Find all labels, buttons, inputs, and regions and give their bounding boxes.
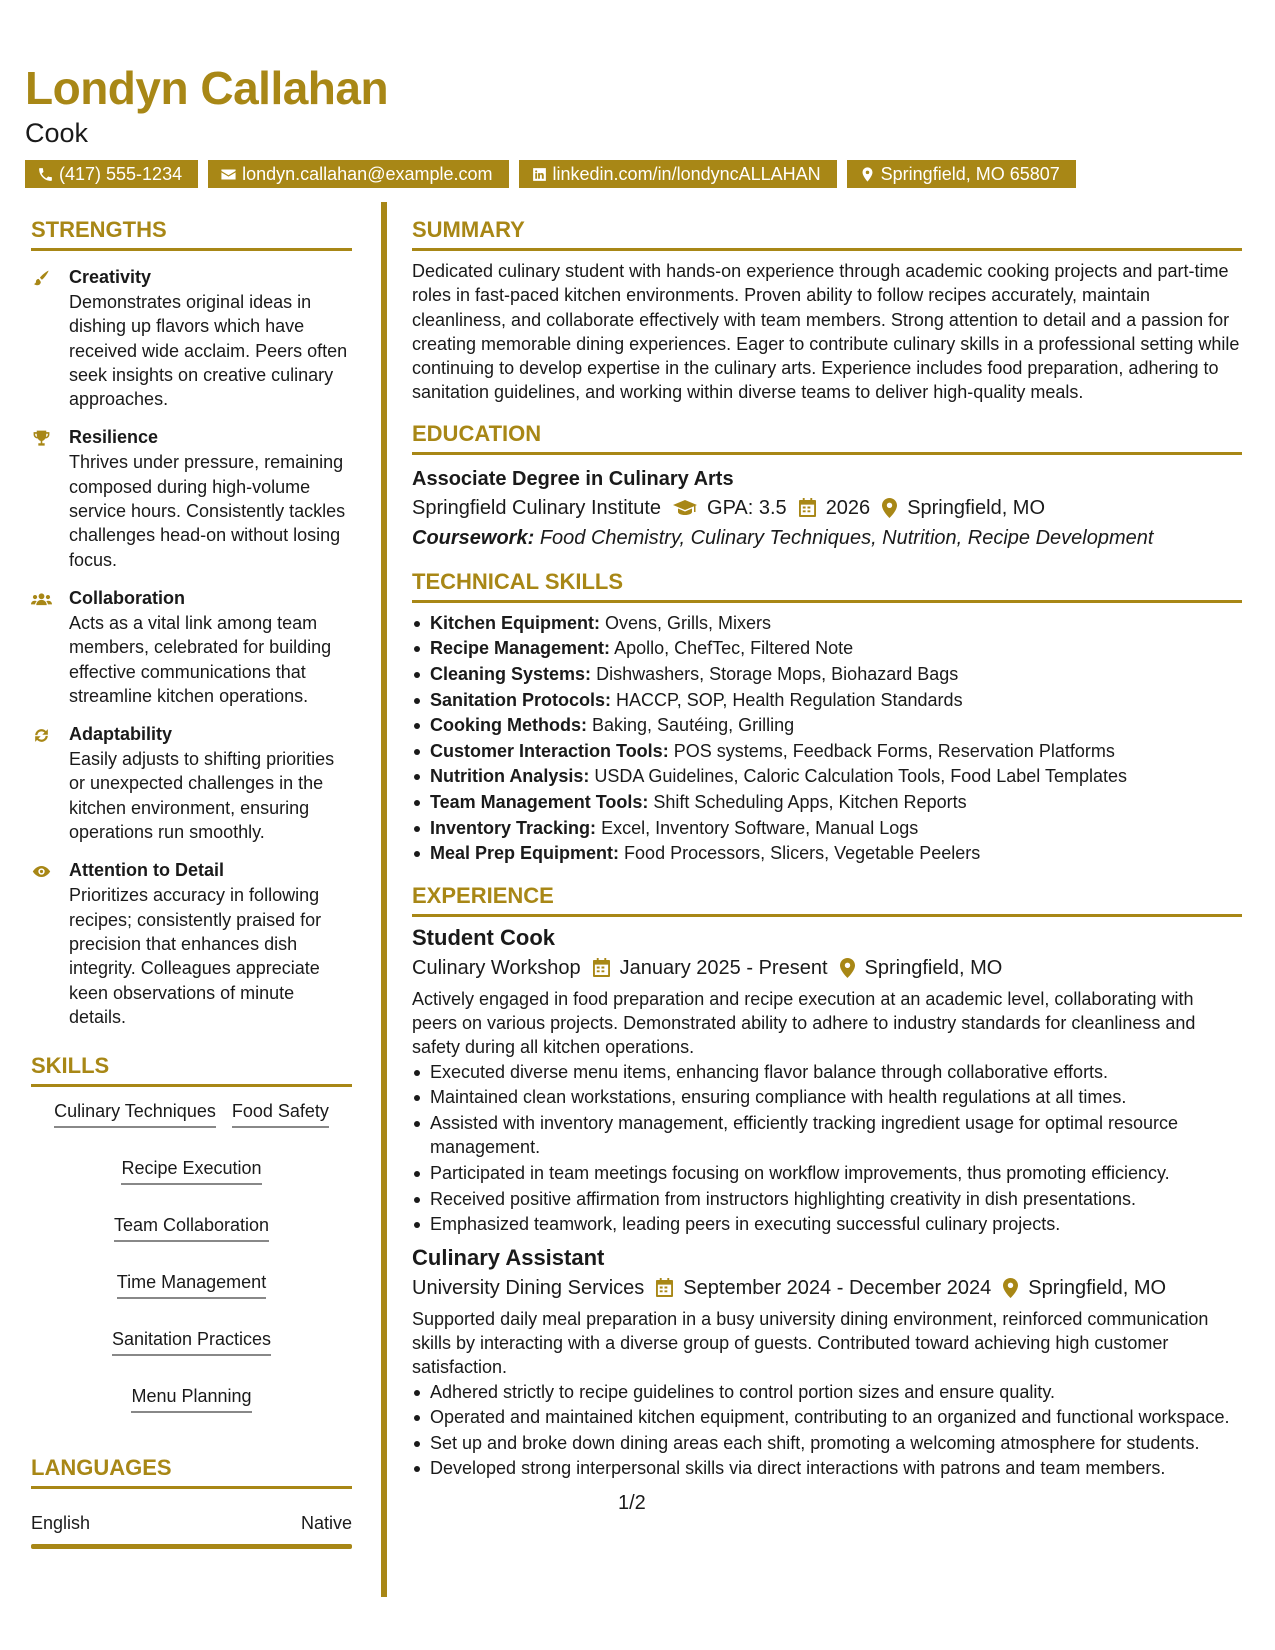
tech-skill-label: Nutrition Analysis: <box>430 766 590 787</box>
language-name: English <box>31 1513 91 1534</box>
trophy-icon <box>31 429 52 448</box>
job-org: University Dining Services <box>412 1276 645 1299</box>
skills-list <box>31 1099 352 1413</box>
tech-skill-label: Cooking Methods: <box>430 715 587 736</box>
contact-location <box>847 160 1076 188</box>
strength-title: Resilience <box>69 427 159 448</box>
contact-phone[interactable] <box>25 160 198 188</box>
tech-skill-label: Team Management Tools: <box>430 791 649 812</box>
language-proficiency-bar <box>31 1544 352 1549</box>
strength-item <box>31 425 352 571</box>
sync-icon <box>31 726 52 745</box>
graduation-year: 2026 <box>825 496 871 519</box>
language-row <box>31 1511 352 1535</box>
list-item: Developed strong interpersonal skills via direct interactions with patrons and team members. <box>412 1456 1242 1481</box>
page-number: 1/2 <box>618 1492 646 1514</box>
coursework-label: Coursework: <box>412 526 535 549</box>
users-icon <box>31 590 52 609</box>
skill-tag: Sanitation Practices <box>112 1327 271 1356</box>
contact-linkedin-text: linkedin.com/in/londyncALLAHAN <box>552 164 821 184</box>
tech-skill-value: HACCP, SOP, Health Regulation Standards <box>616 689 963 710</box>
skill-tag: Culinary Techniques <box>54 1099 216 1128</box>
strength-item <box>31 858 352 1029</box>
languages-heading: LANGUAGES <box>31 1453 352 1489</box>
contact-linkedin[interactable] <box>519 160 837 188</box>
summary-heading: SUMMARY <box>412 215 1242 251</box>
strength-title: Creativity <box>69 267 152 287</box>
job-dates: January 2025 - Present <box>619 956 828 979</box>
list-item <box>412 636 1242 662</box>
tech-skill-label: Customer Interaction Tools: <box>430 740 669 761</box>
strength-item <box>31 722 352 844</box>
map-marker-icon <box>882 498 897 518</box>
strength-description: Demonstrates original ideas in dishing up flavors which have received wide acclaim. Peers often seek insights on creative culinary approaches. <box>69 292 348 410</box>
job-bullets <box>412 1060 1242 1237</box>
technical-skills-list <box>412 611 1242 867</box>
contact-location-text: Springfield, MO 65807 <box>880 164 1060 184</box>
job-bullets <box>412 1380 1242 1481</box>
list-item: Adhered strictly to recipe guidelines to control portion sizes and ensure quality. <box>412 1380 1242 1405</box>
contact-email-text: londyn.callahan@example.com <box>242 164 493 184</box>
tech-skill-label: Recipe Management: <box>430 638 611 659</box>
list-item <box>412 816 1242 842</box>
list-item: Set up and broke down dining areas each shift, promoting a welcoming atmosphere for students. <box>412 1431 1242 1456</box>
education-heading: EDUCATION <box>412 419 1242 455</box>
column-divider <box>381 202 387 1597</box>
degree-title: Associate Degree in Culinary Arts <box>412 467 734 490</box>
job-dates: September 2024 - December 2024 <box>683 1276 992 1299</box>
right-column <box>412 215 1242 1482</box>
tech-skill-label: Meal Prep Equipment: <box>430 843 620 864</box>
list-item <box>412 662 1242 688</box>
job-meta <box>412 953 1242 983</box>
strength-description: Acts as a vital link among team members, celebrated for building effective communications that streamline kitchen operations. <box>69 612 332 706</box>
job-title: Student Cook <box>412 924 555 950</box>
job-title: Culinary Assistant <box>412 1244 605 1270</box>
strength-title: Adaptability <box>69 724 173 745</box>
list-item: Received positive affirmation from instructors highlighting creativity in dish presentations. <box>412 1187 1242 1212</box>
technical-skills-heading: TECHNICAL SKILLS <box>412 567 1242 603</box>
list-item <box>412 841 1242 867</box>
job-entry <box>412 923 1242 1237</box>
calendar-icon <box>799 498 816 517</box>
tech-skill-label: Kitchen Equipment: <box>430 612 600 633</box>
map-marker-icon <box>1003 1278 1018 1298</box>
job-location: Springfield, MO <box>864 956 1003 979</box>
tech-skill-value: Shift Scheduling Apps, Kitchen Reports <box>653 791 967 812</box>
map-marker-icon <box>840 958 855 978</box>
calendar-icon <box>593 958 610 977</box>
skill-tag: Menu Planning <box>131 1384 251 1413</box>
list-item: Executed diverse menu items, enhancing flavor balance through collaborative efforts. <box>412 1060 1242 1085</box>
envelope-icon <box>220 166 237 183</box>
strength-title: Attention to Detail <box>69 860 224 881</box>
graduation-cap-icon <box>673 498 697 518</box>
skill-tag: Food Safety <box>232 1099 329 1128</box>
calendar-icon <box>656 1278 673 1297</box>
skill-tag: Time Management <box>117 1270 266 1299</box>
skill-tag: Recipe Execution <box>121 1156 261 1185</box>
candidate-name: Londyn Callahan <box>25 62 389 114</box>
list-item <box>412 611 1242 637</box>
tech-skill-value: USDA Guidelines, Caloric Calculation Tools, Food Label Templates <box>594 766 1127 787</box>
job-description: Actively engaged in food preparation and recipe execution at an academic level, collaborating with peers on various projects. Demonstrated ability to adhere to industry standards for cleanliness and safety during all kitchen operations. <box>412 988 1196 1058</box>
tech-skill-value: Apollo, ChefTec, Filtered Note <box>614 638 854 659</box>
list-item <box>412 764 1242 790</box>
tech-skill-label: Sanitation Protocols: <box>430 689 612 710</box>
job-location: Springfield, MO <box>1028 1276 1167 1299</box>
phone-icon <box>37 166 54 183</box>
summary-text: Dedicated culinary student with hands-on experience through academic cooking projects and part-time roles in fast-paced kitchen environments. Proven ability to follow recipes accurately, maintain cleanliness, and collaborate effectively with team members. Strong attention to detail and a passion for creating memorable dining experiences. Eager to contribute culinary skills in a professional setting while continuing to develop expertise in the culinary arts. Experience includes food preparation, adhering to sanitation guidelines, and working within diverse teams to deliver high-quality meals. <box>412 261 1240 403</box>
list-item <box>412 713 1242 739</box>
resume-header <box>25 60 1250 188</box>
tech-skill-value: Baking, Sautéing, Grilling <box>592 715 795 736</box>
tech-skill-value: Dishwashers, Storage Mops, Biohazard Bags <box>596 663 959 684</box>
tech-skill-value: Food Processors, Slicers, Vegetable Peelers <box>624 843 981 864</box>
contact-bar <box>25 160 1250 188</box>
list-item: Operated and maintained kitchen equipment, contributing to an organized and functional workspace. <box>412 1405 1242 1430</box>
tech-skill-value: Excel, Inventory Software, Manual Logs <box>601 817 919 838</box>
list-item <box>412 688 1242 714</box>
list-item: Emphasized teamwork, leading peers in executing successful culinary projects. <box>412 1212 1242 1237</box>
job-description: Supported daily meal preparation in a busy university dining environment, reinforced communication skills by interacting with a diverse group of guests. Contributed toward achieving high customer satisfaction. <box>412 1308 1209 1378</box>
strength-description: Prioritizes accuracy in following recipes; consistently praised for precision that enhances dish integrity. Colleagues appreciate keen observations of minute details. <box>69 885 322 1027</box>
list-item: Participated in team meetings focusing on workflow improvements, thus promoting efficiency. <box>412 1161 1242 1186</box>
list-item: Assisted with inventory management, efficiently tracking ingredient usage for optimal resource management. <box>412 1111 1242 1160</box>
map-marker-icon <box>859 166 876 183</box>
education-location: Springfield, MO <box>907 496 1046 519</box>
left-column <box>31 215 352 1549</box>
tech-skill-value: POS systems, Feedback Forms, Reservation Platforms <box>673 740 1115 761</box>
skill-tag: Team Collaboration <box>114 1213 269 1242</box>
job-org: Culinary Workshop <box>412 956 581 979</box>
strength-title: Collaboration <box>69 587 185 608</box>
job-entry <box>412 1243 1242 1481</box>
candidate-role: Cook <box>25 118 89 148</box>
contact-phone-text: (417) 555-1234 <box>59 164 183 184</box>
strength-item <box>31 586 352 708</box>
tech-skill-label: Inventory Tracking: <box>430 817 597 838</box>
linkedin-icon <box>531 166 548 183</box>
language-level: Native <box>300 1513 352 1534</box>
list-item <box>412 739 1242 765</box>
strengths-heading: STRENGTHS <box>31 215 352 251</box>
tech-skill-label: Cleaning Systems: <box>430 663 592 684</box>
eye-icon <box>31 862 52 881</box>
paintbrush-icon <box>31 269 52 288</box>
tech-skill-value: Ovens, Grills, Mixers <box>605 612 772 633</box>
list-item: Maintained clean workstations, ensuring compliance with health regulations at all times. <box>412 1085 1242 1110</box>
coursework-list: Food Chemistry, Culinary Techniques, Nutrition, Recipe Development <box>539 526 1154 549</box>
strength-item <box>31 265 352 411</box>
school-name: Springfield Culinary Institute <box>412 496 662 519</box>
experience-heading: EXPERIENCE <box>412 881 1242 917</box>
strength-description: Thrives under pressure, remaining composed during high-volume service hours. Consistently tackles challenges head-on without losing focus. <box>69 452 346 570</box>
skills-heading: SKILLS <box>31 1051 352 1087</box>
list-item <box>412 790 1242 816</box>
job-meta <box>412 1273 1242 1303</box>
contact-email[interactable] <box>208 160 508 188</box>
strength-description: Easily adjusts to shifting priorities or unexpected challenges in the kitchen environment, ensuring operations run smoothly. <box>69 749 335 843</box>
coursework <box>412 523 1242 553</box>
education-meta <box>412 493 1242 523</box>
gpa: GPA: 3.5 <box>707 496 787 519</box>
